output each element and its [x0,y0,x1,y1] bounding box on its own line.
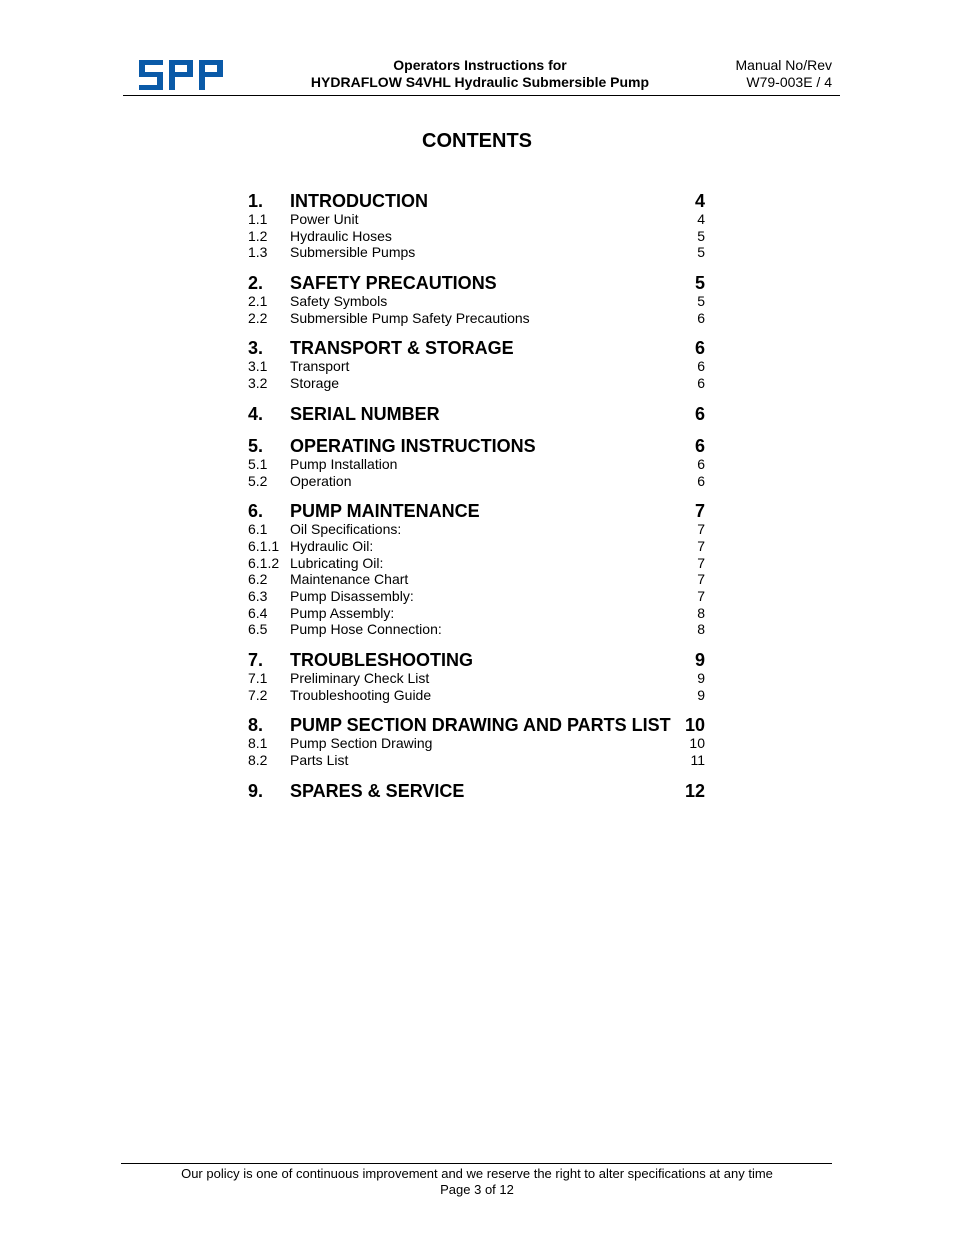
document-title-line2: HYDRAFLOW S4VHL Hydraulic Submersible Pump [310,74,650,90]
toc-section-number: 8. [248,715,264,736]
toc-section-page: 6 [694,435,705,456]
toc-subsection[interactable] [248,244,705,261]
toc-subsection-title: Hydraulic Hoses [290,227,392,244]
toc-subsection-page: 9 [697,670,705,686]
toc-subsection-title: Submersible Pumps [290,244,416,261]
toc-section-page: 9 [694,650,705,670]
toc-subsection-page: 10 [689,735,705,752]
toc-subsection-number: 7.2 [248,686,268,703]
toc-section-heading[interactable] [248,191,705,211]
toc-subsection-title: Pump Disassembly: [290,587,414,604]
toc-subsection-title: Pump Assembly: [290,604,395,621]
toc-section-number: 9. [248,780,264,801]
toc-subsection-page: 5 [697,244,705,261]
toc-subsection-number: 6.5 [248,621,268,638]
toc-subsection-page: 6 [697,472,705,489]
toc-subsection-title: Preliminary Check List [290,670,430,686]
toc-section [248,781,705,801]
toc-subsection[interactable] [248,456,705,473]
toc-subsection[interactable] [248,571,705,588]
toc-subsection[interactable] [248,670,705,687]
toc-subsection-number: 1.3 [248,244,268,261]
toc-subsection-page: 6 [697,309,705,326]
toc-subsection-number: 3.1 [248,358,268,375]
toc-subsection[interactable] [248,211,705,228]
toc-subsection-number: 6.1.1 [248,537,280,554]
toc-subsection-page: 4 [697,211,705,227]
toc-subsection-page: 7 [697,554,705,571]
toc-subsection-title: Safety Symbols [290,293,388,310]
toc-section-number: 3. [248,338,264,359]
toc-subsection-title: Hydraulic Oil: [290,537,374,554]
toc-subsection-title: Operation [290,472,352,489]
toc-subsection[interactable] [248,555,705,572]
toc-subsection-title: Storage [290,375,340,392]
document-title [260,57,700,91]
toc-section [248,715,705,768]
toc-subsection-page: 6 [697,358,705,375]
toc-subsection-title: Power Unit [290,211,359,227]
toc-subsection[interactable] [248,293,705,310]
footer-policy: Our policy is one of continuous improvement and we reserve the right to alter specifications at any time [181,1166,773,1181]
toc-subsection[interactable] [248,473,705,490]
toc-subsection-number: 5.1 [248,455,268,472]
toc-subsection-number: 3.2 [248,375,268,392]
toc-subsection-number: 6.4 [248,604,268,621]
toc-subsection-title: Troubleshooting Guide [290,686,432,703]
toc-subsection[interactable] [248,310,705,327]
page-title: CONTENTS [422,130,532,152]
toc-subsection[interactable] [248,375,705,392]
toc-section-page: 5 [694,273,705,294]
toc-section-heading[interactable] [248,715,705,735]
toc-section-title: SAFETY PRECAUTIONS [290,273,497,294]
toc-section-title: TROUBLESHOOTING [290,650,473,670]
toc-section-page: 4 [694,191,705,211]
toc-subsection[interactable] [248,358,705,375]
toc-subsection-title: Oil Specifications: [290,521,402,538]
toc-section-title: SERIAL NUMBER [290,403,440,424]
toc-section [248,501,705,638]
toc-subsection-number: 6.2 [248,571,268,588]
toc-subsection-title: Pump Hose Connection: [290,621,442,638]
toc-section [248,436,705,489]
toc-subsection-number: 8.1 [248,735,268,752]
toc-subsection-number: 8.2 [248,752,268,769]
toc-section [248,650,705,703]
toc-section-heading[interactable] [248,273,705,293]
toc-subsection-page: 6 [697,375,705,392]
toc-subsection-title: Pump Installation [290,455,398,472]
toc-section-number: 7. [248,650,264,670]
manual-number: W79-003E / 4 [746,74,832,90]
toc-section-number: 6. [248,501,264,522]
toc-subsection[interactable] [248,687,705,704]
manual-info [736,57,833,91]
toc-section-number: 2. [248,273,264,294]
toc-subsection-page: 9 [697,686,705,703]
toc-subsection-page: 8 [697,604,705,621]
toc-section [248,338,705,391]
table-of-contents [248,191,705,813]
toc-subsection[interactable] [248,228,705,245]
toc-subsection-number: 6.1 [248,521,268,538]
toc-subsection-title: Pump Section Drawing [290,735,433,752]
toc-subsection-number: 2.1 [248,293,268,310]
toc-subsection[interactable] [248,752,705,769]
toc-subsection-title: Transport [290,358,350,375]
toc-section-heading[interactable] [248,338,705,358]
toc-section-page: 6 [694,338,705,359]
toc-subsection-page: 7 [697,537,705,554]
toc-section-heading[interactable] [248,501,705,521]
toc-subsection-number: 6.1.2 [248,554,280,571]
toc-section-heading[interactable] [248,650,705,670]
toc-subsection[interactable] [248,588,705,605]
toc-section-title: PUMP SECTION DRAWING AND PARTS LIST [290,715,671,736]
toc-section-page: 7 [694,501,705,522]
toc-subsection-page: 8 [697,621,705,638]
toc-section-title: INTRODUCTION [290,191,428,211]
footer-page-number: Page 3 of 12 [440,1182,514,1197]
toc-subsection-number: 7.1 [248,670,268,686]
manual-label: Manual No/Rev [735,57,832,73]
toc-section-title: OPERATING INSTRUCTIONS [290,435,536,456]
toc-section-title: TRANSPORT & STORAGE [290,338,514,359]
toc-section-page: 12 [684,780,705,801]
toc-subsection-number: 2.2 [248,309,268,326]
toc-subsection-page: 5 [697,227,705,244]
toc-subsection-title: Lubricating Oil: [290,554,384,571]
toc-subsection-number: 5.2 [248,472,268,489]
toc-subsection-number: 1.1 [248,211,268,227]
toc-subsection[interactable] [248,605,705,622]
toc-subsection-title: Submersible Pump Safety Precautions [290,309,530,326]
toc-subsection-number: 6.3 [248,587,268,604]
spp-logo [139,60,223,90]
document-title-line1: Operators Instructions for [393,57,567,73]
toc-subsection-title: Maintenance Chart [290,571,409,588]
toc-subsection-page: 7 [697,571,705,588]
toc-section [248,191,705,261]
header-divider [123,95,840,96]
toc-section [248,404,705,424]
toc-subsection-page: 7 [697,521,705,538]
toc-section-title: SPARES & SERVICE [290,780,465,801]
toc-subsection-page: 5 [697,293,705,310]
toc-subsection-page: 11 [690,752,705,769]
toc-subsection[interactable] [248,621,705,638]
toc-section-heading[interactable] [248,404,705,424]
toc-section-heading[interactable] [248,436,705,456]
footer-divider [121,1163,832,1164]
toc-section [248,273,705,326]
toc-subsection-title: Parts List [290,752,349,769]
toc-section-number: 1. [248,191,264,211]
toc-section-heading[interactable] [248,781,705,801]
toc-section-number: 4. [248,403,264,424]
toc-subsection[interactable] [248,521,705,538]
toc-subsection[interactable] [248,538,705,555]
toc-subsection-page: 6 [697,455,705,472]
toc-section-page: 6 [694,403,705,424]
toc-section-title: PUMP MAINTENANCE [290,501,480,522]
toc-section-page: 10 [684,715,705,736]
toc-subsection[interactable] [248,735,705,752]
toc-subsection-page: 7 [697,587,705,604]
toc-subsection-number: 1.2 [248,227,268,244]
toc-section-number: 5. [248,435,264,456]
footer [0,1166,954,1198]
